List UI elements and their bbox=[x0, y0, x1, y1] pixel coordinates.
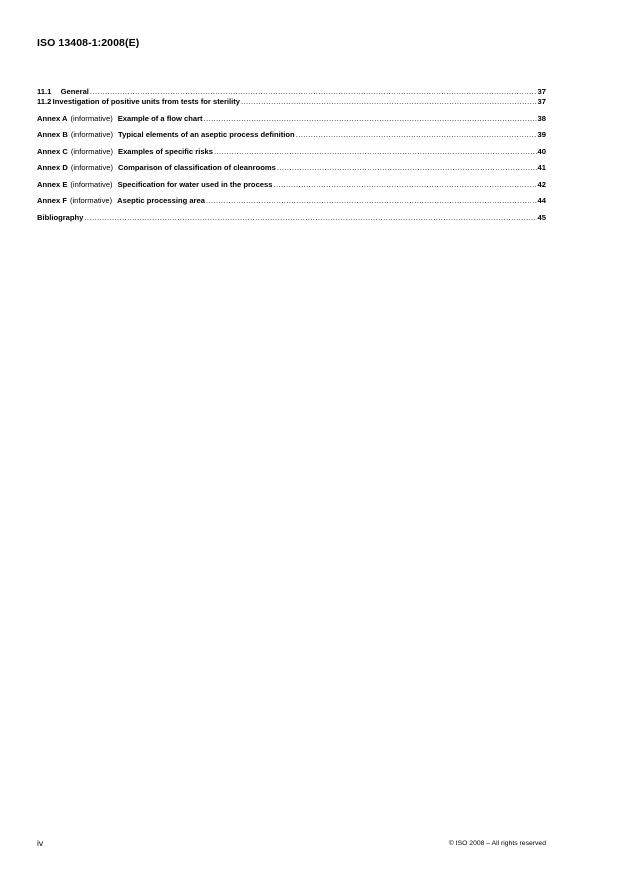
footer-page-number: iv bbox=[37, 838, 44, 848]
toc-annex-type: (informative) bbox=[70, 146, 114, 156]
toc-annex-type: (informative) bbox=[70, 113, 113, 123]
toc-annex-label: Annex F bbox=[37, 196, 67, 205]
toc-leader-dots bbox=[273, 180, 536, 190]
toc-page-number: 37 bbox=[537, 97, 546, 106]
toc-annex-title: Examples of specific risks bbox=[118, 146, 213, 156]
toc-annex-type: (informative) bbox=[70, 163, 114, 172]
toc-section-number: 11.2 bbox=[37, 97, 52, 106]
toc-page-number: 44 bbox=[537, 196, 546, 205]
document-id-header: ISO 13408-1:2008(E) bbox=[37, 37, 140, 49]
toc-leader-dots bbox=[84, 213, 536, 223]
toc-section-title: General bbox=[60, 87, 89, 96]
footer-copyright: © ISO 2008 – All rights reserved bbox=[448, 840, 546, 847]
toc-bibliography-title: Bibliography bbox=[37, 212, 84, 222]
toc-entry-annex-c[interactable] bbox=[37, 147, 546, 157]
toc-annex-type: (informative) bbox=[69, 196, 113, 205]
toc-page-number: 37 bbox=[537, 87, 546, 96]
toc-entry-annex-e[interactable] bbox=[37, 180, 546, 190]
toc-entry-11-1[interactable] bbox=[37, 87, 546, 97]
toc-annex-title: Aseptic processing area bbox=[117, 196, 205, 205]
toc-annex-title: Typical elements of an aseptic process definition bbox=[118, 130, 295, 139]
toc-entry-11-2[interactable] bbox=[37, 97, 546, 107]
toc-section-number: 11.1 bbox=[37, 87, 52, 96]
toc-leader-dots bbox=[241, 97, 537, 107]
toc-section-title: Investigation of positive units from tests for sterility bbox=[52, 97, 240, 106]
table-of-contents bbox=[37, 87, 546, 223]
toc-annex-label: Annex B bbox=[37, 130, 68, 139]
toc-page-number: 40 bbox=[537, 146, 546, 156]
toc-annex-title: Specification for water used in the process bbox=[117, 179, 273, 189]
toc-page-number: 45 bbox=[537, 212, 546, 222]
toc-page-number: 41 bbox=[537, 163, 546, 172]
toc-leader-dots bbox=[206, 196, 537, 206]
toc-entry-annex-d[interactable] bbox=[37, 163, 546, 173]
toc-entry-bibliography[interactable] bbox=[37, 213, 546, 223]
toc-leader-dots bbox=[277, 163, 537, 173]
toc-annex-type: (informative) bbox=[70, 179, 113, 189]
toc-page-number: 38 bbox=[537, 113, 546, 123]
toc-leader-dots bbox=[214, 147, 537, 157]
toc-annex-type: (informative) bbox=[70, 130, 114, 139]
toc-leader-dots bbox=[90, 87, 537, 97]
toc-entry-annex-b[interactable] bbox=[37, 130, 546, 140]
toc-leader-dots bbox=[204, 114, 537, 124]
toc-annex-label: Annex E bbox=[37, 179, 68, 189]
toc-page-number: 39 bbox=[537, 130, 546, 139]
toc-annex-title: Example of a flow chart bbox=[117, 113, 203, 123]
toc-entry-annex-f[interactable] bbox=[37, 196, 546, 206]
toc-annex-title: Comparison of classification of cleanrooms bbox=[118, 163, 276, 172]
toc-annex-label: Annex A bbox=[37, 113, 68, 123]
toc-entry-annex-a[interactable] bbox=[37, 114, 546, 124]
toc-annex-label: Annex D bbox=[37, 163, 68, 172]
toc-page-number: 42 bbox=[537, 179, 546, 189]
toc-leader-dots bbox=[296, 130, 537, 140]
toc-annex-label: Annex C bbox=[37, 146, 68, 156]
